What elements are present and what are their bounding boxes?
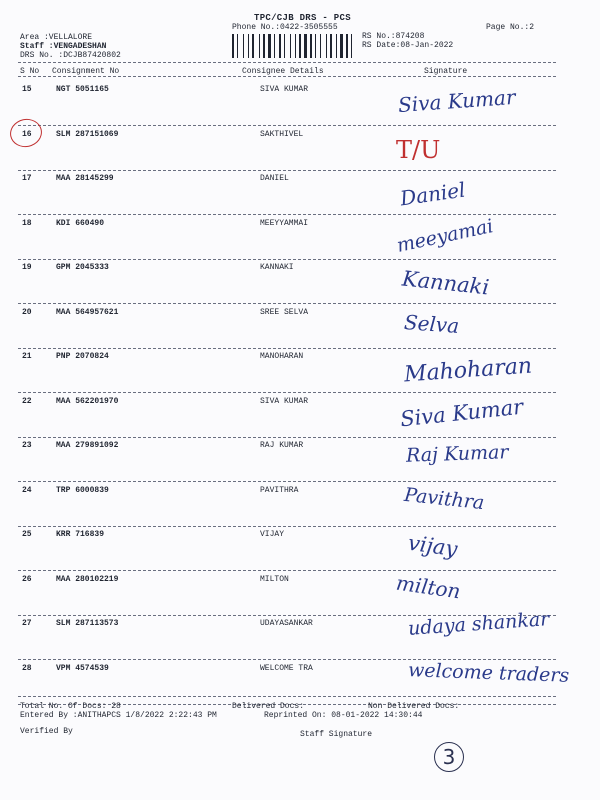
consignment-number: MAA 279891092 (56, 441, 119, 450)
sheet-title: TPC/CJB DRS - PCS (254, 13, 351, 23)
consignee-name: KANNAKI (260, 263, 294, 272)
table-row (0, 174, 600, 218)
barcode-bar (282, 34, 283, 58)
handwritten-signature: Siva Kumar (399, 394, 525, 431)
serial-number: 23 (22, 441, 32, 450)
row-divider (18, 170, 556, 171)
serial-number: 21 (22, 352, 32, 361)
barcode-bar (320, 34, 321, 58)
serial-number: 19 (22, 263, 32, 272)
staff-signature-label: Staff Signature (300, 730, 373, 739)
barcode-bar (292, 34, 294, 58)
handwritten-signature: welcome traders (407, 658, 570, 687)
barcode-bar (333, 34, 335, 58)
barcode-bar (338, 34, 339, 58)
table-row (0, 214, 600, 263)
table-row (0, 658, 600, 708)
table-row (0, 608, 600, 663)
consignee-name: UDAYASANKAR (260, 619, 313, 628)
barcode-bar (268, 34, 271, 58)
handwritten-signature: udaya shankar (407, 608, 550, 640)
consignee-name: SAKTHIVEL (260, 129, 304, 139)
rs-date: RS Date:08-Jan-2022 (362, 41, 454, 50)
barcode-bar (248, 34, 249, 58)
barcode-bar (344, 34, 345, 58)
barcode-bar (310, 34, 312, 58)
barcode-bar (255, 34, 258, 58)
verified-by: Verified By (20, 727, 73, 736)
row-divider (18, 392, 556, 393)
handwritten-signature: Daniel (398, 177, 467, 211)
handwritten-page-number: 3 (434, 742, 464, 772)
consignee-name: MEEYYAMMAI (260, 218, 309, 228)
barcode-bar (317, 34, 319, 58)
table-row (0, 85, 600, 129)
barcode-bar (266, 34, 267, 58)
consignment-number: PNP 2070824 (56, 352, 109, 361)
barcode-bar (272, 34, 273, 58)
barcode-bar (250, 34, 251, 58)
consignee-name: MANOHARAN (260, 352, 304, 361)
barcode-bar (284, 34, 285, 58)
handwritten-signature: Pavithra (403, 483, 486, 514)
table-row (0, 352, 600, 396)
table-row (0, 530, 600, 574)
barcode-bar (302, 34, 303, 58)
page-number: Page No.:2 (486, 23, 535, 32)
consignee-name: WELCOME TRA (260, 663, 313, 673)
handwritten-signature: T/U (396, 135, 441, 164)
barcode-bar (243, 34, 244, 58)
entered-by: Entered By :ANITHAPCS 1/8/2022 2:22:43 PM (20, 711, 217, 720)
col-header-consignment: Consignment No (52, 67, 120, 76)
barcode-bar (239, 34, 242, 58)
handwritten-signature: Raj Kumar (405, 441, 509, 467)
consignee-name: SREE SELVA (260, 307, 309, 317)
barcode-bar (340, 34, 343, 58)
barcode-bar (261, 34, 262, 58)
barcode-bar (330, 34, 332, 58)
handwritten-signature: milton (394, 570, 463, 603)
barcode-bar (322, 34, 325, 58)
serial-number: 26 (22, 574, 32, 584)
consignment-number: MAA 562201970 (56, 396, 119, 406)
consignment-number: MAA 564957621 (56, 307, 119, 317)
handwritten-signature: Mahoharan (403, 353, 533, 388)
col-header-sno: S No (20, 67, 40, 76)
serial-number: 22 (22, 396, 32, 406)
row-divider (18, 259, 556, 260)
row-divider (18, 481, 556, 482)
barcode-bar (297, 34, 298, 58)
consignment-number: MAA 28145299 (56, 174, 114, 183)
consignment-number: SLM 287113573 (56, 619, 119, 628)
consignment-number: SLM 287151069 (56, 129, 119, 139)
barcode-bar (235, 34, 236, 58)
serial-number: 28 (22, 663, 32, 673)
drs-number: DRS No. :DCJB87420802 (20, 51, 121, 60)
barcode-bar (308, 34, 309, 58)
row-divider (18, 214, 556, 215)
barcode-bar (245, 34, 247, 58)
consignment-number: GPM 2045333 (56, 263, 109, 272)
consignee-name: SIVA KUMAR (260, 85, 309, 94)
barcode-bar (315, 34, 316, 58)
handwritten-signature: vijay (406, 530, 459, 562)
barcode-bar (290, 34, 291, 58)
barcode-bar (237, 34, 238, 58)
barcode-bar (252, 34, 254, 58)
serial-number: 16 (22, 129, 32, 139)
barcode-bar (295, 34, 296, 58)
col-header-signature: Signature (424, 67, 468, 76)
barcode-bar (349, 34, 350, 58)
serial-number: 17 (22, 174, 32, 183)
table-row (0, 130, 600, 174)
barcode-bar (263, 34, 265, 58)
consignee-name: PAVITHRA (260, 485, 299, 495)
barcode-bar (286, 34, 289, 58)
consignee-name: DANIEL (260, 174, 289, 183)
consignment-number: NGT 5051165 (56, 85, 109, 94)
consignment-number: KDI 660490 (56, 218, 105, 228)
barcode-bar (299, 34, 301, 58)
non-delivered-docs: Non Delivered Docs: (368, 702, 460, 711)
barcode-bar (353, 34, 355, 58)
area-label: Area :VELLALORE (20, 33, 93, 42)
barcode-bar (313, 34, 314, 58)
serial-number: 25 (22, 530, 32, 539)
serial-number: 24 (22, 485, 32, 495)
phone-number: Phone No.:0422-3505555 (232, 23, 338, 32)
barcode-bar (326, 34, 327, 58)
consignment-number: MAA 280102219 (56, 574, 119, 584)
consignee-name: RAJ KUMAR (260, 441, 304, 450)
handwritten-signature: meeyamai (394, 214, 496, 257)
serial-number: 18 (22, 218, 32, 228)
consignment-number: VPM 4574539 (56, 663, 109, 673)
barcode-bar (346, 34, 348, 58)
footer-divider (18, 696, 556, 697)
row-divider (18, 659, 556, 660)
consignee-name: VIJAY (260, 530, 285, 539)
header-divider (18, 62, 556, 63)
barcode-bar (274, 34, 275, 58)
row-divider (18, 526, 556, 527)
table-row (0, 394, 600, 441)
consignment-number: TRP 6000839 (56, 485, 109, 495)
consignee-name: MILTON (260, 574, 289, 584)
serial-number: 15 (22, 85, 32, 94)
consignment-number: KRR 716839 (56, 530, 105, 539)
barcode-bar (336, 34, 337, 58)
handwritten-signature: Selva (403, 309, 460, 338)
serial-number: 27 (22, 619, 32, 628)
handwritten-signature: Kannaki (400, 266, 491, 300)
row-divider (18, 570, 556, 571)
barcode-bar (259, 34, 260, 58)
row-divider (18, 125, 556, 126)
column-header-divider (18, 76, 556, 77)
barcode-bar (232, 34, 234, 58)
handwritten-signature: Siva Kumar (397, 84, 517, 118)
row-divider (18, 303, 556, 304)
row-divider (18, 437, 556, 438)
barcode-bar (304, 34, 307, 58)
rs-number: RS No.:874208 (362, 32, 425, 41)
serial-number: 20 (22, 307, 32, 317)
staff-label: Staff :VENGADESHAN (20, 42, 107, 51)
barcode-bar (351, 34, 352, 58)
delivered-docs: Delivered Docs: (232, 702, 305, 711)
total-docs: Total No. Of Docs: 28 (20, 702, 121, 711)
table-row (0, 483, 600, 530)
col-header-consignee: Consignee Details (242, 67, 324, 76)
consignee-name: SIVA KUMAR (260, 396, 309, 406)
barcode-bar (276, 34, 278, 58)
row-divider (18, 348, 556, 349)
table-row (0, 263, 600, 307)
barcode (232, 34, 356, 58)
reprinted-on: Reprinted On: 08-01-2022 14:30:44 (264, 711, 423, 720)
table-row (0, 441, 600, 485)
barcode-bar (279, 34, 281, 58)
table-row (0, 308, 600, 352)
barcode-bar (328, 34, 329, 58)
